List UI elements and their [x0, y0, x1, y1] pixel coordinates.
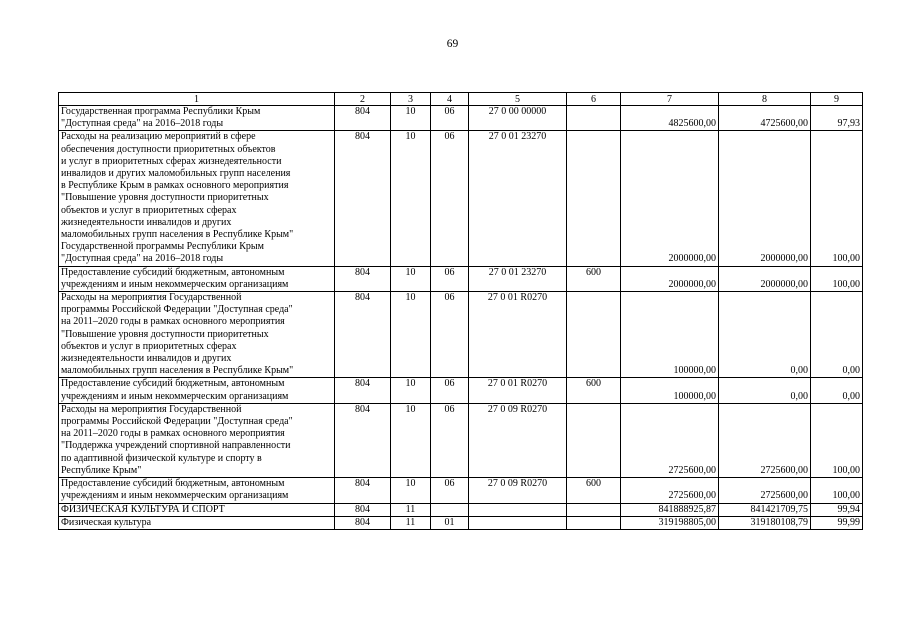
column-header-1: 1: [59, 93, 335, 106]
column-header-4: 4: [431, 93, 469, 106]
row-description: Предоставление субсидий бюджетным, автономным учреждениям и иным некоммерческим организациям: [59, 266, 335, 291]
subsection-code: 06: [431, 131, 469, 266]
table-row: [59, 503, 863, 516]
approved-amount: 4825600,00: [621, 106, 719, 131]
row-description: Предоставление субсидий бюджетным, автономным учреждениям и иным некоммерческим организациям: [59, 478, 335, 503]
table-row: [59, 292, 863, 378]
target-article-code: 27 0 01 23270: [469, 131, 567, 266]
ministry-code: 804: [335, 403, 391, 477]
table-row: [59, 266, 863, 291]
subsection-code: [431, 503, 469, 516]
approved-amount: 2725600,00: [621, 403, 719, 477]
table-body: [59, 93, 863, 530]
executed-amount: 2725600,00: [719, 478, 811, 503]
ministry-code: 804: [335, 266, 391, 291]
column-header-2: 2: [335, 93, 391, 106]
execution-percent: 100,00: [811, 131, 863, 266]
executed-amount: 0,00: [719, 292, 811, 378]
table-row: [59, 516, 863, 529]
executed-amount: 2725600,00: [719, 403, 811, 477]
executed-amount: 2000000,00: [719, 131, 811, 266]
table-row: [59, 106, 863, 131]
approved-amount: 2725600,00: [621, 478, 719, 503]
row-description: ФИЗИЧЕСКАЯ КУЛЬТУРА И СПОРТ: [59, 503, 335, 516]
target-article-code: [469, 516, 567, 529]
budget-table: [58, 92, 863, 530]
row-description: Расходы на реализацию мероприятий в сфере обеспечения доступности приоритетных объектов и услуг в приоритетных сферах жизнедеятельности инвалидов и других маломобильных групп населения в Республике Крым в рамках основного мероприятия "Повышение уровня доступности приоритетных объектов и услуг в приоритетных сферах жизнедеятельности инвалидов и других маломобильных групп населения в Республике Крым" Государственной программы Республики Крым "Доступная среда" на 2016–2018 годы: [59, 131, 335, 266]
table-row: [59, 378, 863, 403]
page-number: 69: [446, 38, 459, 50]
subsection-code: 06: [431, 478, 469, 503]
row-description: Расходы на мероприятия Государственной программы Российской Федерации "Доступная среда" на 2011–2020 годы в рамках основного мероприятия "Повышение уровня доступности приоритетных объектов и услуг в приоритетных сферах жизнедеятельности инвалидов и других маломобильных групп населения в Республике Крым": [59, 292, 335, 378]
row-description: Расходы на мероприятия Государственной программы Российской Федерации "Доступная среда" на 2011–2020 годы в рамках основного мероприятия "Поддержка учреждений спортивной направленности по адаптивной физической культуре и спорту в Республике Крым": [59, 403, 335, 477]
executed-amount: 2000000,00: [719, 266, 811, 291]
execution-percent: 100,00: [811, 403, 863, 477]
target-article-code: 27 0 01 23270: [469, 266, 567, 291]
subsection-code: 06: [431, 378, 469, 403]
target-article-code: 27 0 00 00000: [469, 106, 567, 131]
section-code: 10: [391, 478, 431, 503]
target-article-code: 27 0 01 R0270: [469, 378, 567, 403]
ministry-code: 804: [335, 292, 391, 378]
approved-amount: 100000,00: [621, 378, 719, 403]
execution-percent: 100,00: [811, 478, 863, 503]
table-row: [59, 478, 863, 503]
expense-type-code: [567, 131, 621, 266]
column-header-3: 3: [391, 93, 431, 106]
column-header-8: 8: [719, 93, 811, 106]
subsection-code: 06: [431, 403, 469, 477]
ministry-code: 804: [335, 503, 391, 516]
table-row: [59, 403, 863, 477]
execution-percent: 97,93: [811, 106, 863, 131]
section-code: 10: [391, 106, 431, 131]
section-code: 11: [391, 516, 431, 529]
target-article-code: 27 0 01 R0270: [469, 292, 567, 378]
row-description: Государственная программа Республики Крым "Доступная среда" на 2016–2018 годы: [59, 106, 335, 131]
column-header-7: 7: [621, 93, 719, 106]
approved-amount: 841888925,87: [621, 503, 719, 516]
subsection-code: 06: [431, 106, 469, 131]
approved-amount: 319198805,00: [621, 516, 719, 529]
executed-amount: 319180108,79: [719, 516, 811, 529]
column-header-6: 6: [567, 93, 621, 106]
section-code: 10: [391, 403, 431, 477]
target-article-code: 27 0 09 R0270: [469, 403, 567, 477]
subsection-code: 06: [431, 292, 469, 378]
ministry-code: 804: [335, 131, 391, 266]
target-article-code: [469, 503, 567, 516]
section-code: 10: [391, 292, 431, 378]
section-code: 11: [391, 503, 431, 516]
subsection-code: 06: [431, 266, 469, 291]
executed-amount: 0,00: [719, 378, 811, 403]
approved-amount: 2000000,00: [621, 131, 719, 266]
expense-type-code: 600: [567, 378, 621, 403]
expense-type-code: [567, 292, 621, 378]
ministry-code: 804: [335, 106, 391, 131]
table-header-row: [59, 93, 863, 106]
column-header-5: 5: [469, 93, 567, 106]
section-code: 10: [391, 131, 431, 266]
expense-type-code: [567, 516, 621, 529]
expense-type-code: [567, 106, 621, 131]
execution-percent: 99,94: [811, 503, 863, 516]
section-code: 10: [391, 378, 431, 403]
execution-percent: 0,00: [811, 292, 863, 378]
execution-percent: 0,00: [811, 378, 863, 403]
execution-percent: 100,00: [811, 266, 863, 291]
ministry-code: 804: [335, 378, 391, 403]
target-article-code: 27 0 09 R0270: [469, 478, 567, 503]
row-description: Физическая культура: [59, 516, 335, 529]
section-code: 10: [391, 266, 431, 291]
table-row: [59, 131, 863, 266]
approved-amount: 100000,00: [621, 292, 719, 378]
expense-type-code: [567, 403, 621, 477]
approved-amount: 2000000,00: [621, 266, 719, 291]
execution-percent: 99,99: [811, 516, 863, 529]
subsection-code: 01: [431, 516, 469, 529]
column-header-9: 9: [811, 93, 863, 106]
row-description: Предоставление субсидий бюджетным, автономным учреждениям и иным некоммерческим организациям: [59, 378, 335, 403]
expense-type-code: [567, 503, 621, 516]
executed-amount: 4725600,00: [719, 106, 811, 131]
ministry-code: 804: [335, 478, 391, 503]
expense-type-code: 600: [567, 478, 621, 503]
expense-type-code: 600: [567, 266, 621, 291]
ministry-code: 804: [335, 516, 391, 529]
executed-amount: 841421709,75: [719, 503, 811, 516]
